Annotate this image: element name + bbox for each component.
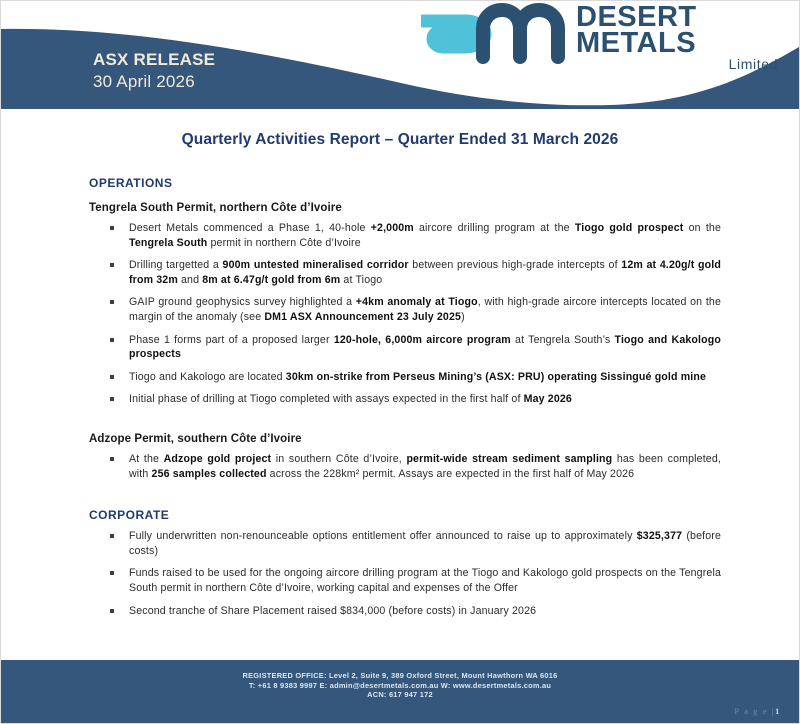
bullet-list bbox=[1, 452, 799, 481]
logo-text-metals: METALS bbox=[576, 27, 697, 59]
list-item-text: Desert Metals commenced a Phase 1, 40-hole +2,000m aircore drilling program at the Tiogo gold prospect on the Tengrela South permit in northern Côte d’Ivoire bbox=[129, 222, 722, 249]
list-item-text: GAIP ground geophysics survey highlighted a +4km anomaly at Tiogo, with high-grade aircore intercepts located on the margin of the anomaly (see DM1 ASX Announcement 23 July 2025) bbox=[129, 296, 722, 323]
list-item bbox=[129, 529, 721, 558]
asx-release-block bbox=[93, 49, 215, 93]
footer-contact-details: T: +61 8 9383 9997 E: admin@desertmetals.com.au W: www.desertmetals.com.au bbox=[248, 680, 552, 690]
document-body bbox=[1, 109, 799, 618]
logo-text-desert: DESERT bbox=[576, 1, 697, 33]
list-item bbox=[129, 333, 721, 362]
logo-wordmark bbox=[576, 1, 781, 72]
section-spacer bbox=[1, 407, 799, 421]
list-item bbox=[129, 295, 721, 324]
bullet-square-icon bbox=[110, 397, 114, 401]
sub-heading: Adzope Permit, southern Côte d’Ivoire bbox=[89, 432, 302, 445]
list-item-text: Fully underwritten non-renounceable options entitlement offer announced to raise up to approximately $325,377 (before costs) bbox=[129, 530, 721, 557]
list-item-text: Initial phase of drilling at Tiogo completed with assays expected in the first half of May 2026 bbox=[129, 393, 572, 406]
section-heading: CORPORATE bbox=[89, 508, 170, 523]
list-item bbox=[129, 452, 721, 481]
page-number-value: 1 bbox=[775, 706, 781, 716]
bullet-square-icon bbox=[110, 534, 114, 538]
bullet-square-icon bbox=[110, 571, 114, 575]
section-heading: OPERATIONS bbox=[89, 176, 173, 190]
footer-registered-office: REGISTERED OFFICE: Level 2, Suite 9, 389 Oxford Street, Mount Hawthorn WA 6016 bbox=[242, 671, 558, 680]
page-number bbox=[734, 706, 781, 716]
list-item bbox=[129, 370, 721, 385]
bullet-list bbox=[1, 529, 799, 618]
list-item-text: Phase 1 forms part of a proposed larger 120-hole, 6,000m aircore program at Tengrela South’s Tiogo and Kakologo prospects bbox=[129, 333, 721, 361]
bullet-square-icon bbox=[110, 457, 114, 461]
document-header bbox=[1, 1, 799, 109]
list-item-text: Tiogo and Kakologo are located 30km on-strike from Perseus Mining’s (ASX: PRU) operating Sissingué gold mine bbox=[129, 370, 707, 383]
asx-release-date: 30 April 2026 bbox=[93, 72, 195, 91]
logo-text-limited: Limited bbox=[728, 56, 778, 72]
bullet-square-icon bbox=[110, 226, 114, 230]
list-item bbox=[129, 221, 721, 250]
list-item-text: Second tranche of Share Placement raised $834,000 (before costs) in January 2026 bbox=[129, 604, 537, 617]
list-item bbox=[129, 258, 721, 287]
list-item-text: Funds raised to be used for the ongoing aircore drilling program at the Tiogo and Kakologo gold prospects on the Tengrela South permit in northern Côte d’Ivoire, working capital and expenses of the Offer bbox=[129, 567, 721, 594]
list-item bbox=[129, 604, 721, 619]
bullet-square-icon bbox=[110, 300, 114, 304]
bullet-square-icon bbox=[110, 609, 114, 613]
sub-heading: Tengrela South Permit, northern Côte d’Ivoire bbox=[89, 202, 342, 214]
bullet-square-icon bbox=[110, 375, 114, 379]
bullet-square-icon bbox=[110, 263, 114, 267]
list-item-text: At the Adzope gold project in southern Côte d’Ivoire, permit-wide stream sediment sampling has been completed, with 256 samples collected across the 228km² permit. Assays are expected in the first half of May 2026 bbox=[129, 452, 721, 480]
company-logo bbox=[421, 3, 781, 75]
bullet-list bbox=[1, 221, 799, 407]
dm-monogram-icon bbox=[421, 3, 569, 65]
page-number-label: P a g e | bbox=[734, 706, 776, 716]
footer-acn: ACN: 617 947 172 bbox=[367, 690, 433, 700]
bullet-square-icon bbox=[110, 338, 114, 342]
document-footer bbox=[1, 660, 799, 723]
list-item bbox=[129, 566, 721, 595]
footer-contact-block bbox=[1, 660, 799, 700]
asx-release-label: ASX RELEASE bbox=[93, 50, 216, 69]
list-item-text: Drilling targetted a 900m untested mineralised corridor between previous high-grade intercepts of 12m at 4.20g/t gold from 32m and 8m at 6.47g/t gold from 6m at Tiogo bbox=[129, 259, 721, 286]
list-item bbox=[129, 392, 721, 407]
page-title: Quarterly Activities Report – Quarter Ended 31 March 2026 bbox=[181, 131, 619, 148]
sections-container bbox=[1, 176, 799, 618]
